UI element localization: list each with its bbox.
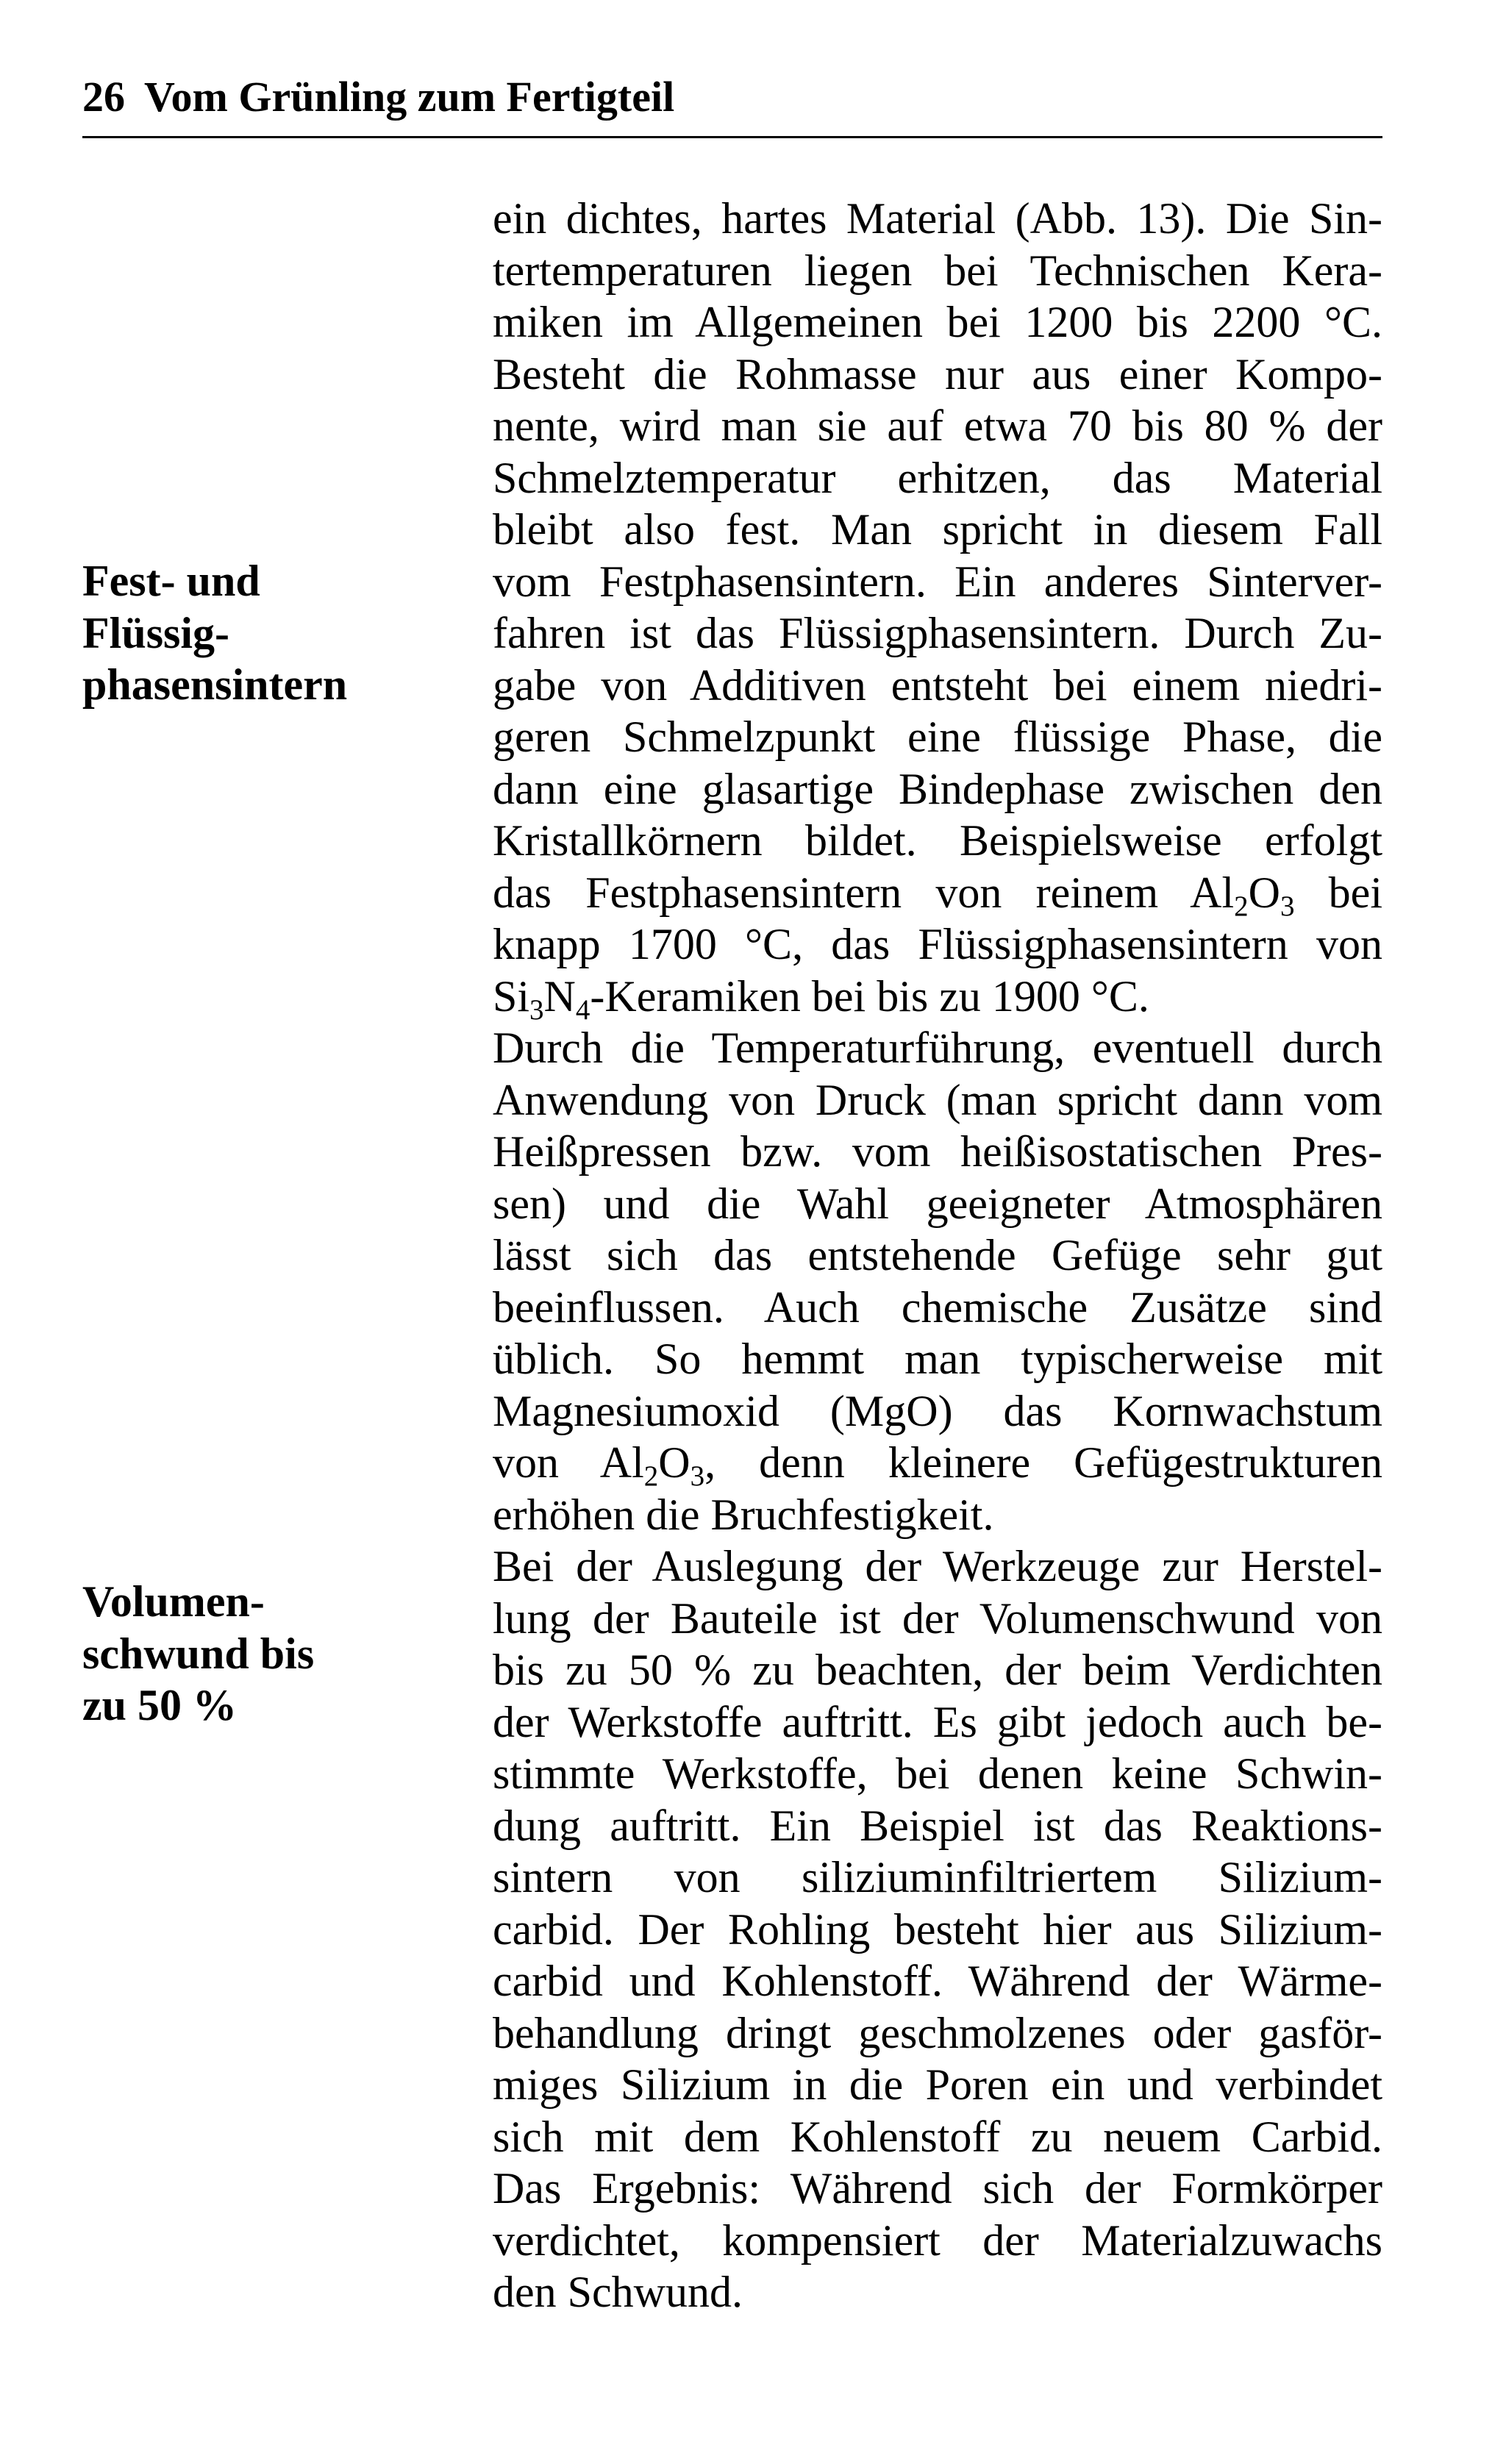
header-rule — [82, 136, 1382, 138]
margin-note-line: Volumen- — [82, 1577, 265, 1626]
page-number: 26 — [82, 73, 125, 121]
subscript: 3 — [529, 993, 544, 1026]
text-line: den Schwund. — [493, 2268, 743, 2316]
text-line: Durch die Temperaturführung, eventuell durch — [493, 1024, 1382, 1072]
text-line: dann eine glasartige Bindephase zwischen den — [493, 764, 1382, 813]
text-line: bis zu 50 % zu beachten, der beim Verdichten — [493, 1646, 1382, 1694]
text-line: behandlung dringt geschmolzenes oder gasför- — [493, 2008, 1382, 2057]
text-line: miken im Allgemeinen bei 1200 bis 2200 °C. — [493, 298, 1382, 346]
margin-note-line: schwund bis — [82, 1629, 315, 1678]
subscript: 3 — [1280, 890, 1295, 922]
running-header — [82, 68, 1382, 126]
margin-note-line: Fest- und — [82, 557, 260, 605]
text-line: bleibt also fest. Man spricht in diesem Fall — [493, 505, 1382, 554]
margin-note-line: phasensintern — [82, 660, 348, 709]
text-line: vom Festphasensintern. Ein anderes Sinterver- — [493, 557, 1382, 606]
margin-note-line: zu 50 % — [82, 1681, 237, 1729]
body-paragraph — [493, 1022, 1382, 1540]
text-line: ein dichtes, hartes Material (Abb. 13). Die Sin- — [493, 194, 1382, 243]
text-line: miges Silizium in die Poren ein und verbindet — [493, 2060, 1382, 2109]
text-line: gabe von Additiven entsteht bei einem niedri- — [493, 660, 1382, 710]
text-line: Bei der Auslegung der Werkzeuge zur Herstel- — [493, 1542, 1382, 1590]
text-line: Anwendung von Druck (man spricht dann vom — [493, 1075, 1382, 1124]
text-line: der Werkstoffe auftritt. Es gibt jedoch auch be- — [493, 1697, 1382, 1746]
text-line: von $Al_2O_3$, denn kleinere Gefügestrukturen — [493, 1438, 1382, 1492]
subscript: 3 — [690, 1460, 705, 1492]
text-line: verdichtet, kompensiert der Materialzuwachs — [493, 2215, 1382, 2265]
body-paragraph — [493, 1540, 1382, 2318]
subscript: 4 — [575, 993, 590, 1026]
text-line: Heißpressen bzw. vom heißisostatischen Pres- — [493, 1127, 1382, 1176]
subscript: 2 — [643, 1460, 659, 1492]
margin-note-line: Flüssig- — [82, 608, 230, 657]
chapter-title: Vom Grünling zum Fertigteil — [144, 73, 675, 121]
subscript: 2 — [1234, 890, 1249, 922]
text-line: üblich. So hemmt man typischerweise mit — [493, 1335, 1382, 1383]
text-line: knapp 1700 °C, das Flüssigphasensintern von — [493, 920, 1382, 968]
body-text — [493, 193, 1382, 2318]
text-line: stimmte Werkstoffe, bei denen keine Schwin- — [493, 1749, 1382, 1798]
text-line: lung der Bauteile ist der Volumenschwund von — [493, 1593, 1382, 1643]
text-line: Kristallkörnern bildet. Beispielsweise erfolgt — [493, 816, 1382, 865]
text-line: carbid. Der Rohling besteht hier aus Silizium- — [493, 1904, 1382, 1954]
text-line: sen) und die Wahl geeigneter Atmosphären — [493, 1179, 1382, 1228]
text-line: beeinflussen. Auch chemische Zusätze sind — [493, 1282, 1382, 1332]
text-line: das Festphasensintern von reinem $Al_2O_3$ bei — [493, 868, 1382, 922]
text-line: carbid und Kohlenstoff. Während der Wärme- — [493, 1957, 1382, 2005]
margin-note-volumenschwund — [82, 1576, 428, 1732]
text-line: Das Ergebnis: Während sich der Formkörper — [493, 2164, 1382, 2213]
body-paragraph — [493, 193, 1382, 1026]
text-line: sich mit dem Kohlenstoff zu neuem Carbid. — [493, 2112, 1382, 2161]
text-line: geren Schmelzpunkt eine flüssige Phase, die — [493, 713, 1382, 761]
margin-note-fest-und-fluessigphasensintern — [82, 555, 428, 711]
text-line: lässt sich das entstehende Gefüge sehr gut — [493, 1231, 1382, 1279]
text-line: erhöhen die Bruchfestigkeit. — [493, 1490, 994, 1539]
text-line: nente, wird man sie auf etwa 70 bis 80 % der — [493, 401, 1382, 450]
text-line: sintern von siliziuminfiltriertem Silizium- — [493, 1853, 1382, 1901]
text-line: Besteht die Rohmasse nur aus einer Kompo- — [493, 349, 1382, 399]
text-line: Magnesiumoxid (MgO) das Kornwachstum — [493, 1386, 1382, 1435]
text-line: $Si_3N_4$-Keramiken bei bis zu 1900 °C. — [493, 971, 1149, 1026]
text-line: fahren ist das Flüssigphasensintern. Durch Zu- — [493, 609, 1382, 657]
text-line: dung auftritt. Ein Beispiel ist das Reaktions- — [493, 1801, 1382, 1850]
text-line: Schmelztemperatur erhitzen, das Material — [493, 453, 1382, 502]
text-line: tertemperaturen liegen bei Technischen Kera- — [493, 246, 1382, 295]
